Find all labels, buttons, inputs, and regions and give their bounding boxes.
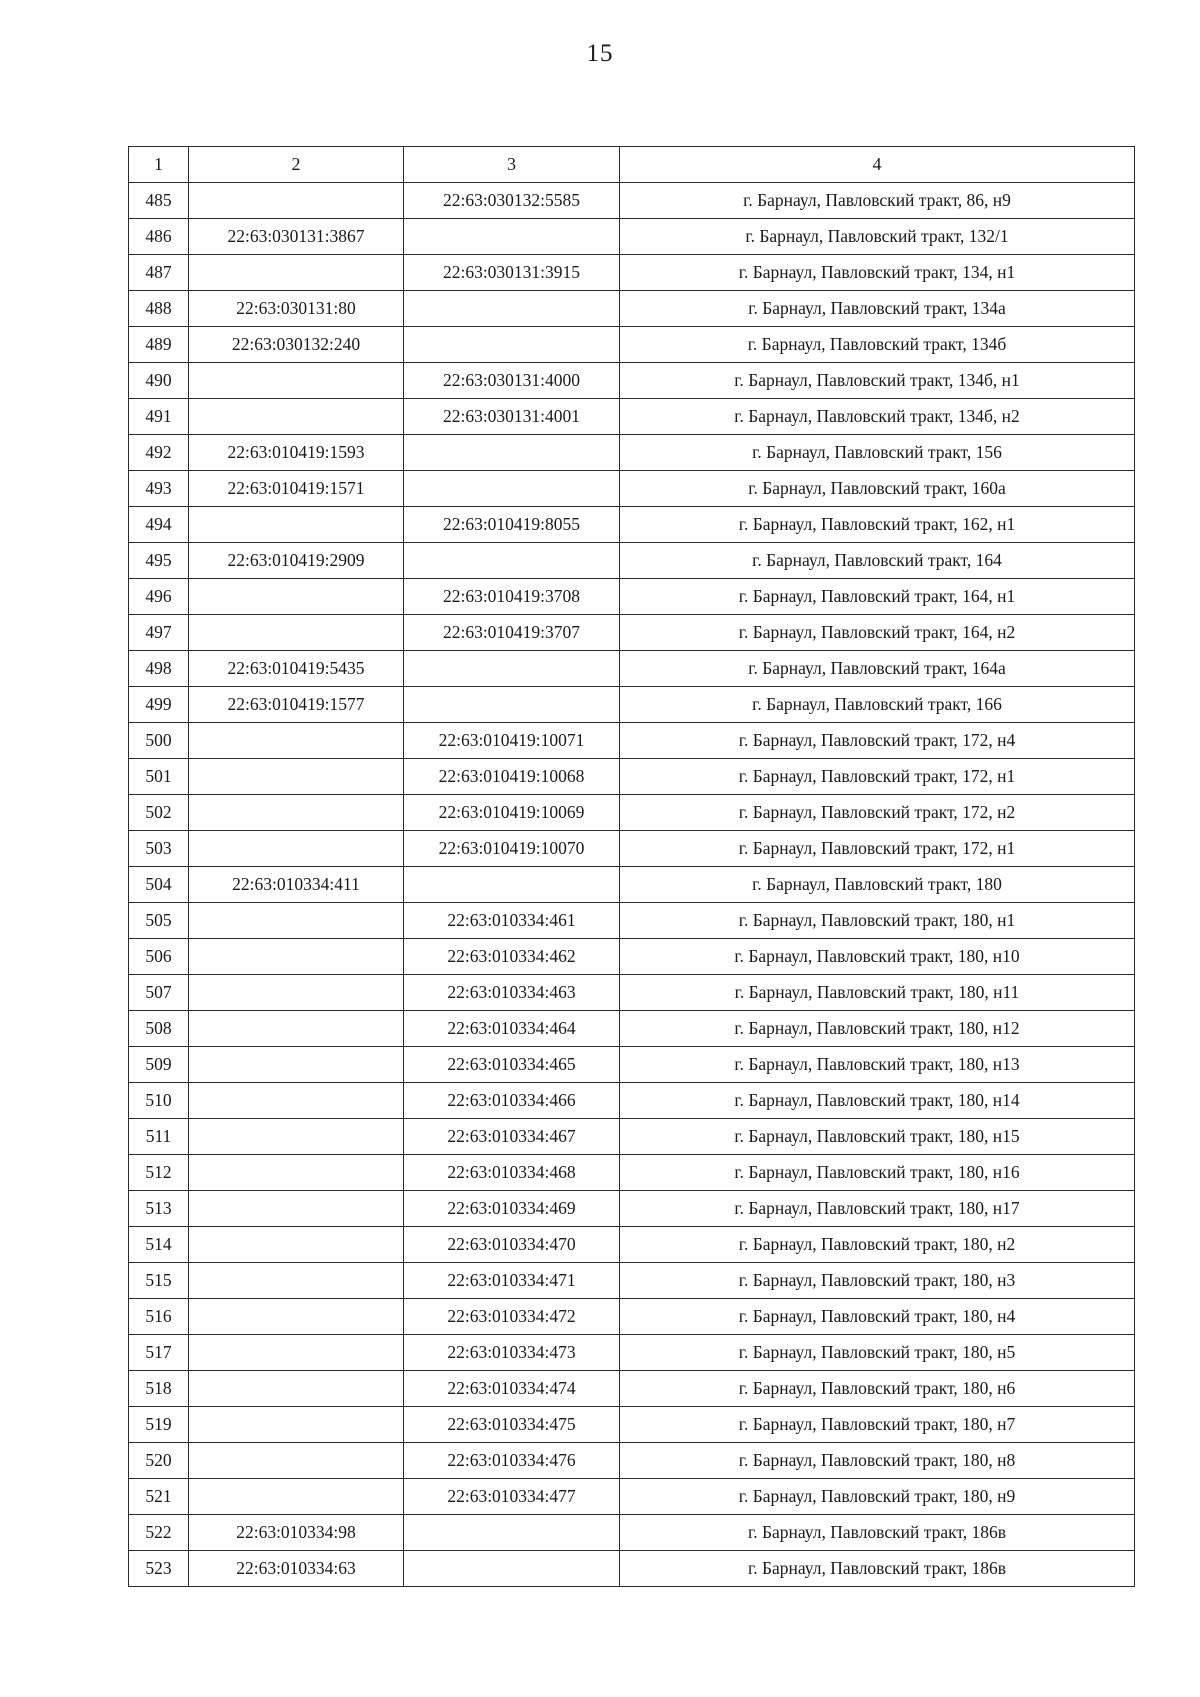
cadastral-number-premises-cell: 22:63:010334:465 (404, 1047, 620, 1083)
address-cell: г. Барнаул, Павловский тракт, 134б, н2 (620, 399, 1135, 435)
cadastral-number-premises-cell: 22:63:010419:10068 (404, 759, 620, 795)
table-row (129, 1479, 1135, 1515)
table-row (129, 1227, 1135, 1263)
row-number-cell: 523 (129, 1551, 189, 1587)
cadastral-number-premises-cell: 22:63:030131:3915 (404, 255, 620, 291)
cadastral-number-cell (189, 831, 404, 867)
registry-table (128, 146, 1135, 1587)
cadastral-number-cell (189, 1443, 404, 1479)
cadastral-number-cell (189, 1335, 404, 1371)
table-row (129, 867, 1135, 903)
header-col-4: 4 (620, 147, 1135, 183)
row-number-cell: 488 (129, 291, 189, 327)
address-cell: г. Барнаул, Павловский тракт, 164, н2 (620, 615, 1135, 651)
row-number-cell: 515 (129, 1263, 189, 1299)
table-row (129, 1083, 1135, 1119)
row-number-cell: 501 (129, 759, 189, 795)
address-cell: г. Барнаул, Павловский тракт, 164 (620, 543, 1135, 579)
table-row (129, 1407, 1135, 1443)
cadastral-number-cell (189, 1371, 404, 1407)
row-number-cell: 498 (129, 651, 189, 687)
address-cell: г. Барнаул, Павловский тракт, 180, н10 (620, 939, 1135, 975)
row-number-cell: 510 (129, 1083, 189, 1119)
cadastral-number-premises-cell: 22:63:010334:467 (404, 1119, 620, 1155)
cadastral-number-cell (189, 795, 404, 831)
table-row (129, 651, 1135, 687)
cadastral-number-cell (189, 363, 404, 399)
cadastral-number-premises-cell (404, 651, 620, 687)
table-row (129, 471, 1135, 507)
table-row (129, 759, 1135, 795)
address-cell: г. Барнаул, Павловский тракт, 180, н7 (620, 1407, 1135, 1443)
cadastral-number-premises-cell: 22:63:030131:4000 (404, 363, 620, 399)
row-number-cell: 493 (129, 471, 189, 507)
table-row (129, 219, 1135, 255)
address-cell: г. Барнаул, Павловский тракт, 166 (620, 687, 1135, 723)
address-cell: г. Барнаул, Павловский тракт, 180, н15 (620, 1119, 1135, 1155)
address-cell: г. Барнаул, Павловский тракт, 172, н1 (620, 831, 1135, 867)
cadastral-number-premises-cell (404, 471, 620, 507)
table-row (129, 1371, 1135, 1407)
address-cell: г. Барнаул, Павловский тракт, 180, н2 (620, 1227, 1135, 1263)
cadastral-number-cell (189, 399, 404, 435)
row-number-cell: 507 (129, 975, 189, 1011)
table-row (129, 1299, 1135, 1335)
address-cell: г. Барнаул, Павловский тракт, 132/1 (620, 219, 1135, 255)
table-row (129, 435, 1135, 471)
cadastral-number-premises-cell: 22:63:010334:462 (404, 939, 620, 975)
cadastral-number-cell (189, 1407, 404, 1443)
table-row (129, 543, 1135, 579)
table-body (129, 183, 1135, 1587)
cadastral-number-cell (189, 759, 404, 795)
table-row (129, 399, 1135, 435)
row-number-cell: 490 (129, 363, 189, 399)
address-cell: г. Барнаул, Павловский тракт, 180, н5 (620, 1335, 1135, 1371)
row-number-cell: 506 (129, 939, 189, 975)
cadastral-number-premises-cell: 22:63:010334:475 (404, 1407, 620, 1443)
address-cell: г. Барнаул, Павловский тракт, 134а (620, 291, 1135, 327)
cadastral-number-premises-cell: 22:63:030131:4001 (404, 399, 620, 435)
cadastral-number-premises-cell (404, 327, 620, 363)
cadastral-number-premises-cell: 22:63:010334:472 (404, 1299, 620, 1335)
cadastral-number-premises-cell (404, 687, 620, 723)
table-row (129, 723, 1135, 759)
row-number-cell: 485 (129, 183, 189, 219)
cadastral-number-premises-cell: 22:63:010419:3707 (404, 615, 620, 651)
row-number-cell: 500 (129, 723, 189, 759)
address-cell: г. Барнаул, Павловский тракт, 180 (620, 867, 1135, 903)
address-cell: г. Барнаул, Павловский тракт, 162, н1 (620, 507, 1135, 543)
cadastral-number-cell (189, 1011, 404, 1047)
row-number-cell: 511 (129, 1119, 189, 1155)
cadastral-number-cell (189, 255, 404, 291)
table-row (129, 291, 1135, 327)
row-number-cell: 521 (129, 1479, 189, 1515)
row-number-cell: 489 (129, 327, 189, 363)
cadastral-number-cell: 22:63:010419:1577 (189, 687, 404, 723)
address-cell: г. Барнаул, Павловский тракт, 160а (620, 471, 1135, 507)
cadastral-number-cell (189, 507, 404, 543)
row-number-cell: 492 (129, 435, 189, 471)
cadastral-number-cell (189, 723, 404, 759)
row-number-cell: 516 (129, 1299, 189, 1335)
header-col-3: 3 (404, 147, 620, 183)
cadastral-number-cell: 22:63:010419:1593 (189, 435, 404, 471)
table-row (129, 795, 1135, 831)
row-number-cell: 520 (129, 1443, 189, 1479)
cadastral-number-premises-cell: 22:63:010334:476 (404, 1443, 620, 1479)
address-cell: г. Барнаул, Павловский тракт, 180, н1 (620, 903, 1135, 939)
address-cell: г. Барнаул, Павловский тракт, 134, н1 (620, 255, 1135, 291)
cadastral-number-premises-cell: 22:63:010419:3708 (404, 579, 620, 615)
row-number-cell: 504 (129, 867, 189, 903)
table-row (129, 1047, 1135, 1083)
table-row (129, 831, 1135, 867)
table-row (129, 615, 1135, 651)
table-row (129, 939, 1135, 975)
cadastral-number-cell: 22:63:010334:63 (189, 1551, 404, 1587)
cadastral-number-cell (189, 1047, 404, 1083)
cadastral-number-cell (189, 939, 404, 975)
row-number-cell: 487 (129, 255, 189, 291)
cadastral-number-premises-cell (404, 543, 620, 579)
cadastral-number-cell (189, 1299, 404, 1335)
table-row (129, 1155, 1135, 1191)
cadastral-number-cell: 22:63:010334:411 (189, 867, 404, 903)
cadastral-number-premises-cell: 22:63:010334:461 (404, 903, 620, 939)
row-number-cell: 505 (129, 903, 189, 939)
table-row (129, 1011, 1135, 1047)
cadastral-number-premises-cell: 22:63:010334:469 (404, 1191, 620, 1227)
cadastral-number-premises-cell: 22:63:010334:471 (404, 1263, 620, 1299)
cadastral-number-premises-cell: 22:63:010334:473 (404, 1335, 620, 1371)
row-number-cell: 522 (129, 1515, 189, 1551)
row-number-cell: 509 (129, 1047, 189, 1083)
row-number-cell: 508 (129, 1011, 189, 1047)
cadastral-number-premises-cell: 22:63:010334:477 (404, 1479, 620, 1515)
row-number-cell: 519 (129, 1407, 189, 1443)
address-cell: г. Барнаул, Павловский тракт, 180, н9 (620, 1479, 1135, 1515)
cadastral-number-cell: 22:63:030132:240 (189, 327, 404, 363)
cadastral-number-premises-cell: 22:63:010419:10070 (404, 831, 620, 867)
cadastral-number-cell (189, 1119, 404, 1155)
address-cell: г. Барнаул, Павловский тракт, 134б, н1 (620, 363, 1135, 399)
address-cell: г. Барнаул, Павловский тракт, 172, н1 (620, 759, 1135, 795)
table-row (129, 1335, 1135, 1371)
address-cell: г. Барнаул, Павловский тракт, 134б (620, 327, 1135, 363)
address-cell: г. Барнаул, Павловский тракт, 186в (620, 1515, 1135, 1551)
header-col-1: 1 (129, 147, 189, 183)
row-number-cell: 503 (129, 831, 189, 867)
cadastral-number-premises-cell: 22:63:010334:470 (404, 1227, 620, 1263)
cadastral-number-cell (189, 903, 404, 939)
cadastral-number-cell (189, 1263, 404, 1299)
cadastral-number-premises-cell (404, 1515, 620, 1551)
table-row (129, 1551, 1135, 1587)
row-number-cell: 512 (129, 1155, 189, 1191)
address-cell: г. Барнаул, Павловский тракт, 180, н3 (620, 1263, 1135, 1299)
cadastral-number-premises-cell: 22:63:010419:10071 (404, 723, 620, 759)
header-row (129, 147, 1135, 183)
cadastral-number-cell: 22:63:010334:98 (189, 1515, 404, 1551)
cadastral-number-premises-cell (404, 867, 620, 903)
cadastral-number-premises-cell: 22:63:010334:474 (404, 1371, 620, 1407)
table-row (129, 1119, 1135, 1155)
cadastral-number-premises-cell (404, 1551, 620, 1587)
table-row (129, 1515, 1135, 1551)
table-row (129, 1443, 1135, 1479)
address-cell: г. Барнаул, Павловский тракт, 156 (620, 435, 1135, 471)
cadastral-number-premises-cell: 22:63:030132:5585 (404, 183, 620, 219)
cadastral-number-cell (189, 615, 404, 651)
row-number-cell: 494 (129, 507, 189, 543)
row-number-cell: 518 (129, 1371, 189, 1407)
address-cell: г. Барнаул, Павловский тракт, 180, н14 (620, 1083, 1135, 1119)
cadastral-number-cell (189, 183, 404, 219)
address-cell: г. Барнаул, Павловский тракт, 172, н4 (620, 723, 1135, 759)
table-row (129, 507, 1135, 543)
cadastral-number-premises-cell: 22:63:010334:463 (404, 975, 620, 1011)
cadastral-number-cell: 22:63:010419:5435 (189, 651, 404, 687)
cadastral-number-cell: 22:63:030131:80 (189, 291, 404, 327)
table-row (129, 183, 1135, 219)
row-number-cell: 496 (129, 579, 189, 615)
table-row (129, 903, 1135, 939)
table-row (129, 363, 1135, 399)
table-row (129, 579, 1135, 615)
address-cell: г. Барнаул, Павловский тракт, 180, н13 (620, 1047, 1135, 1083)
header-col-2: 2 (189, 147, 404, 183)
address-cell: г. Барнаул, Павловский тракт, 186в (620, 1551, 1135, 1587)
cadastral-number-cell: 22:63:010419:1571 (189, 471, 404, 507)
cadastral-number-cell (189, 1155, 404, 1191)
address-cell: г. Барнаул, Павловский тракт, 172, н2 (620, 795, 1135, 831)
address-cell: г. Барнаул, Павловский тракт, 180, н11 (620, 975, 1135, 1011)
cadastral-number-premises-cell: 22:63:010419:8055 (404, 507, 620, 543)
cadastral-number-cell (189, 1191, 404, 1227)
cadastral-number-premises-cell: 22:63:010334:464 (404, 1011, 620, 1047)
cadastral-number-premises-cell (404, 291, 620, 327)
row-number-cell: 514 (129, 1227, 189, 1263)
row-number-cell: 513 (129, 1191, 189, 1227)
table-row (129, 327, 1135, 363)
table-header (129, 147, 1135, 183)
cadastral-number-cell (189, 579, 404, 615)
table-row (129, 975, 1135, 1011)
address-cell: г. Барнаул, Павловский тракт, 180, н8 (620, 1443, 1135, 1479)
row-number-cell: 495 (129, 543, 189, 579)
table-row (129, 1191, 1135, 1227)
address-cell: г. Барнаул, Павловский тракт, 86, н9 (620, 183, 1135, 219)
address-cell: г. Барнаул, Павловский тракт, 180, н6 (620, 1371, 1135, 1407)
row-number-cell: 517 (129, 1335, 189, 1371)
address-cell: г. Барнаул, Павловский тракт, 164, н1 (620, 579, 1135, 615)
cadastral-number-cell (189, 1083, 404, 1119)
table-row (129, 687, 1135, 723)
cadastral-number-premises-cell: 22:63:010334:466 (404, 1083, 620, 1119)
cadastral-number-cell (189, 1479, 404, 1515)
cadastral-number-premises-cell: 22:63:010334:468 (404, 1155, 620, 1191)
row-number-cell: 502 (129, 795, 189, 831)
cadastral-number-cell: 22:63:010419:2909 (189, 543, 404, 579)
row-number-cell: 497 (129, 615, 189, 651)
table-row (129, 1263, 1135, 1299)
row-number-cell: 499 (129, 687, 189, 723)
address-cell: г. Барнаул, Павловский тракт, 164а (620, 651, 1135, 687)
address-cell: г. Барнаул, Павловский тракт, 180, н4 (620, 1299, 1135, 1335)
address-cell: г. Барнаул, Павловский тракт, 180, н12 (620, 1011, 1135, 1047)
address-cell: г. Барнаул, Павловский тракт, 180, н17 (620, 1191, 1135, 1227)
cadastral-number-premises-cell (404, 219, 620, 255)
cadastral-number-premises-cell: 22:63:010419:10069 (404, 795, 620, 831)
cadastral-number-premises-cell (404, 435, 620, 471)
cadastral-number-cell (189, 975, 404, 1011)
page-number: 15 (586, 40, 614, 67)
row-number-cell: 491 (129, 399, 189, 435)
cadastral-number-cell: 22:63:030131:3867 (189, 219, 404, 255)
cadastral-number-cell (189, 1227, 404, 1263)
table-row (129, 255, 1135, 291)
row-number-cell: 486 (129, 219, 189, 255)
address-cell: г. Барнаул, Павловский тракт, 180, н16 (620, 1155, 1135, 1191)
